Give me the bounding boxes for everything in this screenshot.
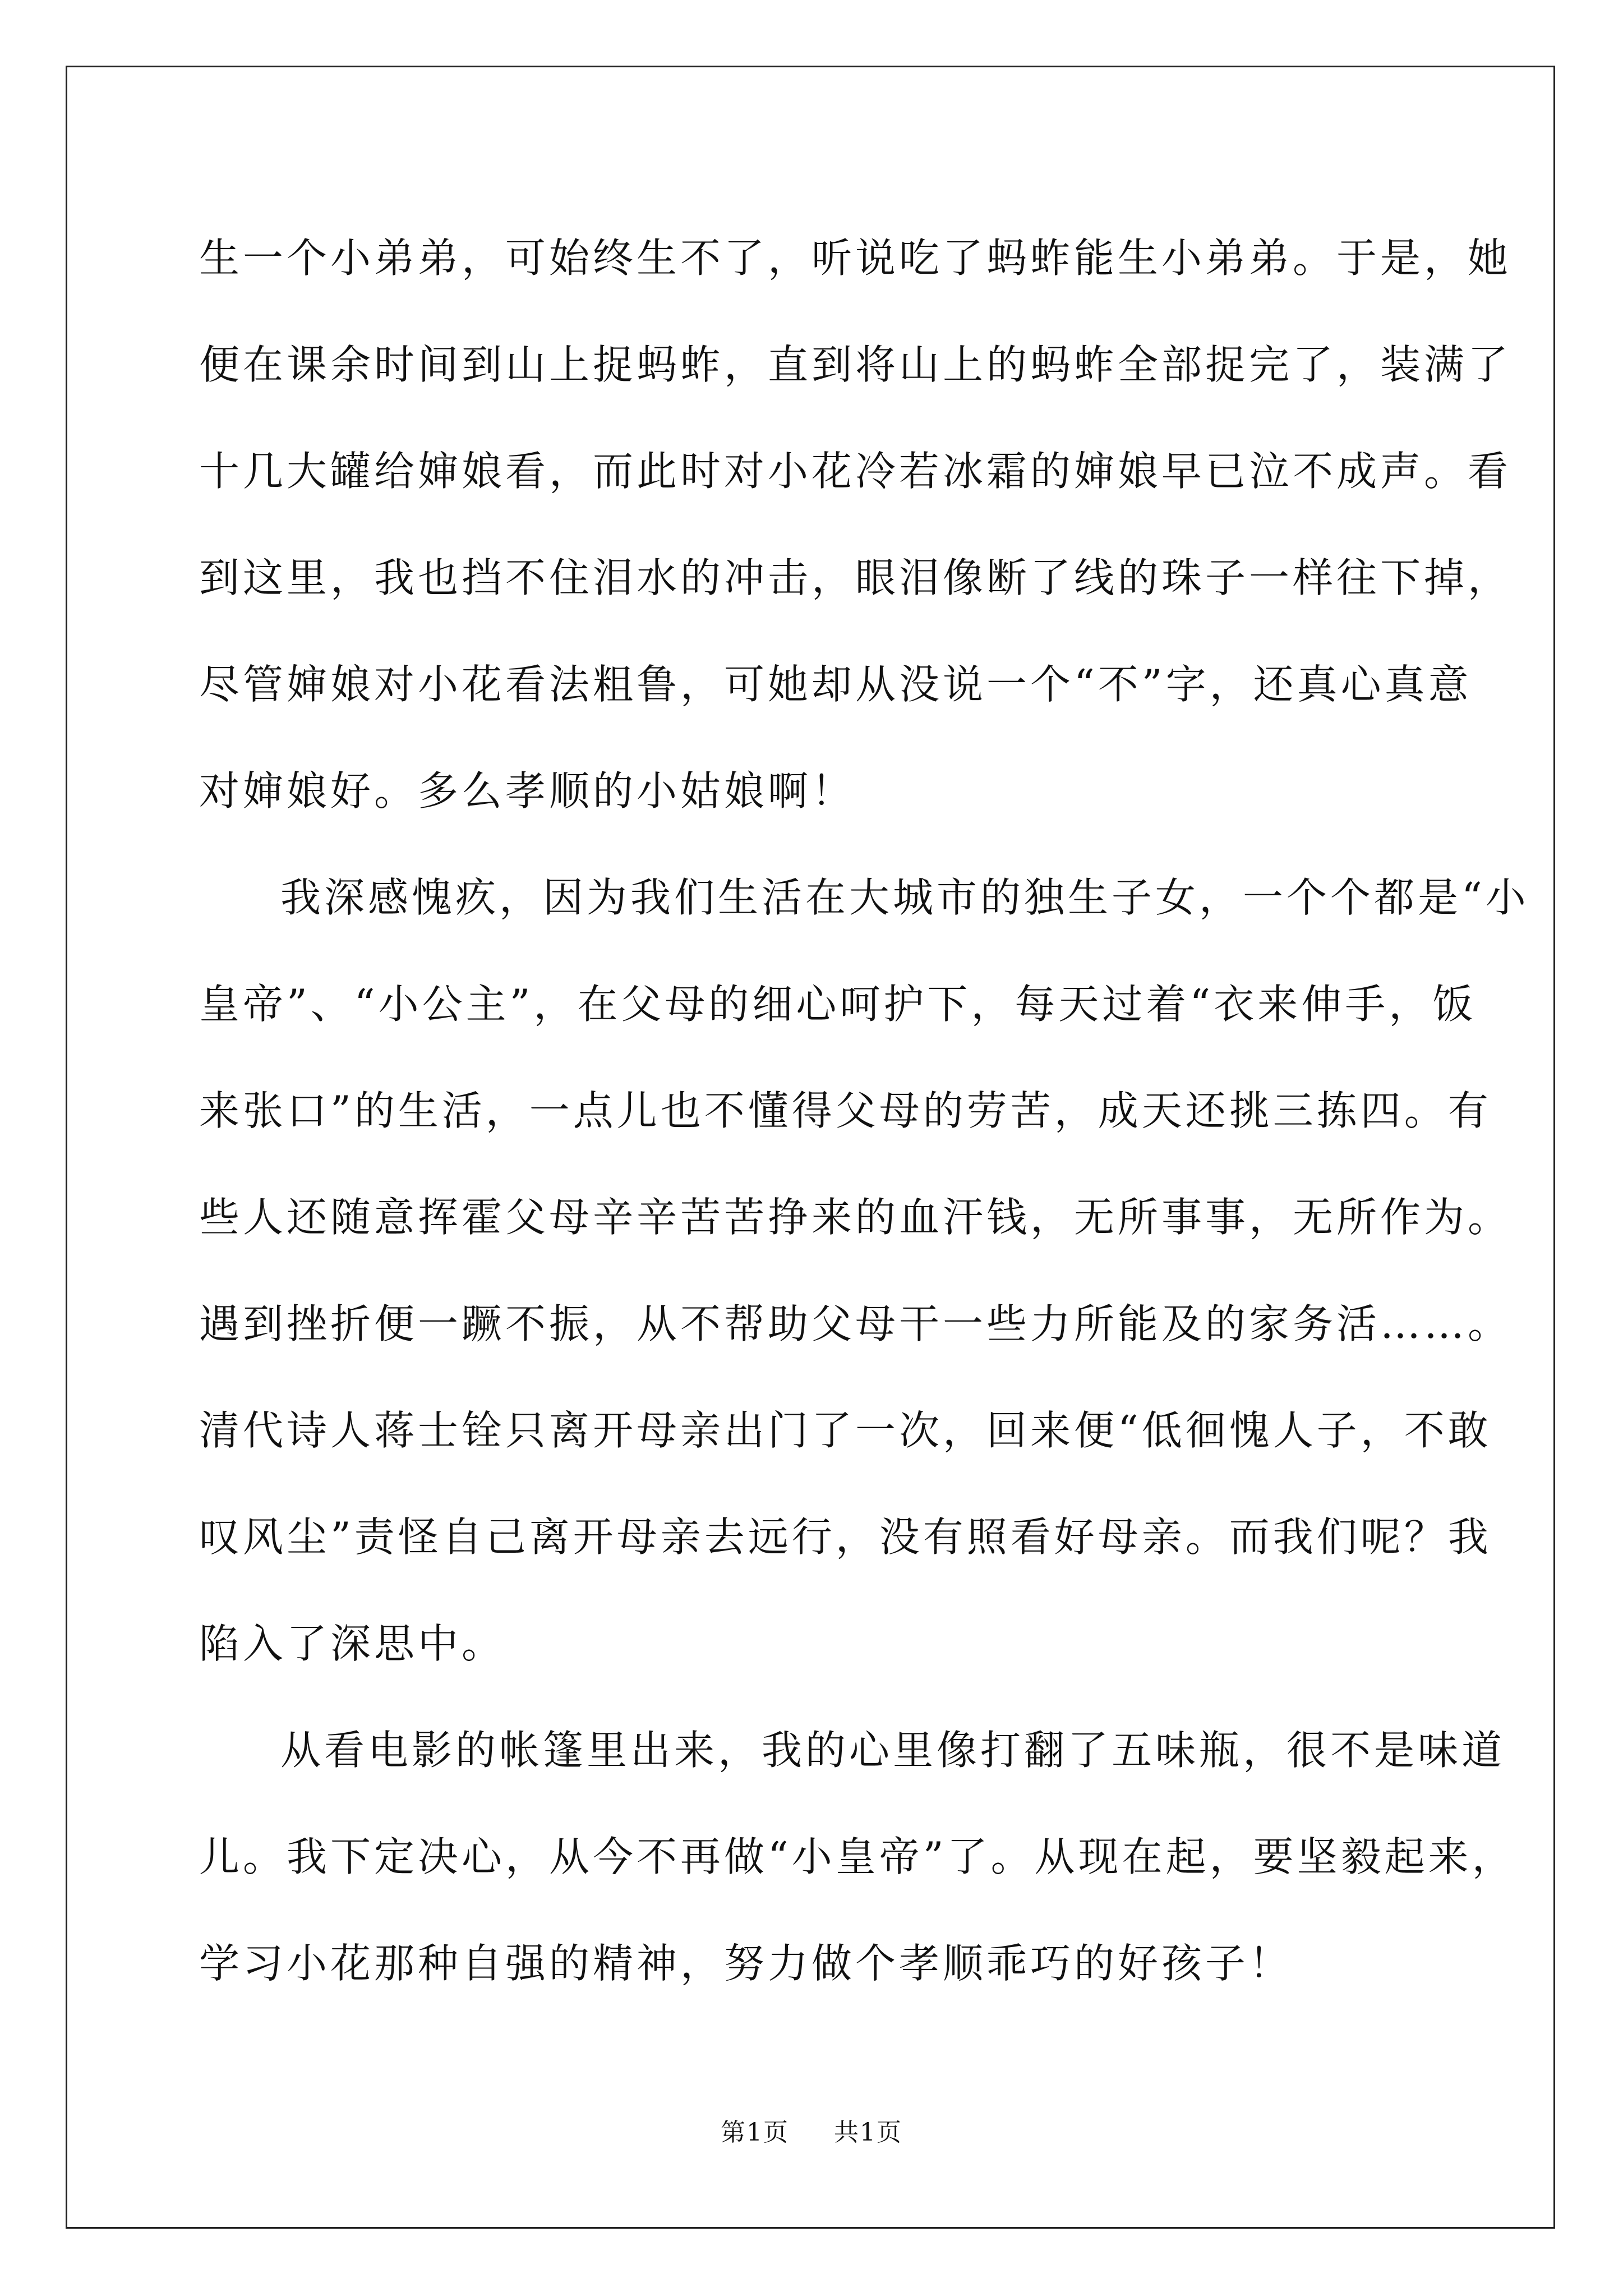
text-line-12: 清代诗人蒋士铨只离开母亲出门了一次，回来便“低徊愧人子，不敢 bbox=[199, 1407, 1492, 1454]
text-line-1: 生一个小弟弟，可始终生不了，听说吃了蚂蚱能生小弟弟。于是，她 bbox=[199, 234, 1512, 282]
page-footer bbox=[0, 2116, 1623, 2150]
text-line-4: 到这里，我也挡不住泪水的冲击，眼泪像断了线的珠子一样往下掉， bbox=[199, 554, 1512, 601]
text-line-5: 尽管婶娘对小花看法粗鲁，可她却从没说一个“不”字，还真心真意 bbox=[199, 661, 1472, 708]
page-total: 共1页 bbox=[834, 2118, 902, 2147]
text-line-13: 叹风尘”责怪自己离开母亲去远行，没有照看好母亲。而我们呢？我 bbox=[199, 1513, 1492, 1561]
text-line-10: 些人还随意挥霍父母辛辛苦苦挣来的血汗钱，无所事事，无所作为。 bbox=[199, 1194, 1512, 1241]
text-line-9: 来张口”的生活，一点儿也不懂得父母的劳苦，成天还挑三拣四。有 bbox=[199, 1087, 1492, 1134]
text-line-6: 对婶娘好。多么孝顺的小姑娘啊！ bbox=[199, 767, 856, 815]
paragraph-start-line: 从看电影的帐篷里出来，我的心里像打翻了五味瓶，很不是味道 bbox=[280, 1727, 1506, 1774]
document-body bbox=[199, 205, 1529, 2017]
text-line-3: 十几大罐给婶娘看，而此时对小花冷若冰霜的婶娘早已泣不成声。看 bbox=[199, 448, 1512, 495]
text-line-17: 学习小花那种自强的精神，努力做个孝顺乖巧的好孩子！ bbox=[199, 1940, 1293, 1987]
text-line-2: 便在课余时间到山上捉蚂蚱，直到将山上的蚂蚱全部捉完了，装满了 bbox=[199, 341, 1512, 388]
text-line-8: 皇帝”、“小公主”，在父母的细心呵护下，每天过着“衣来伸手，饭 bbox=[199, 981, 1477, 1028]
page-number: 第1页 bbox=[721, 2118, 789, 2147]
paragraph-start-line: 我深感愧疚，因为我们生活在大城市的独生子女，一个个都是“小 bbox=[280, 874, 1529, 921]
text-line-11: 遇到挫折便一蹶不振，从不帮助父母干一些力所能及的家务活……。 bbox=[199, 1300, 1512, 1347]
text-line-16: 儿。我下定决心，从今不再做“小皇帝”了。从现在起，要坚毅起来， bbox=[199, 1833, 1516, 1880]
text-line-14: 陷入了深思中。 bbox=[199, 1620, 506, 1667]
